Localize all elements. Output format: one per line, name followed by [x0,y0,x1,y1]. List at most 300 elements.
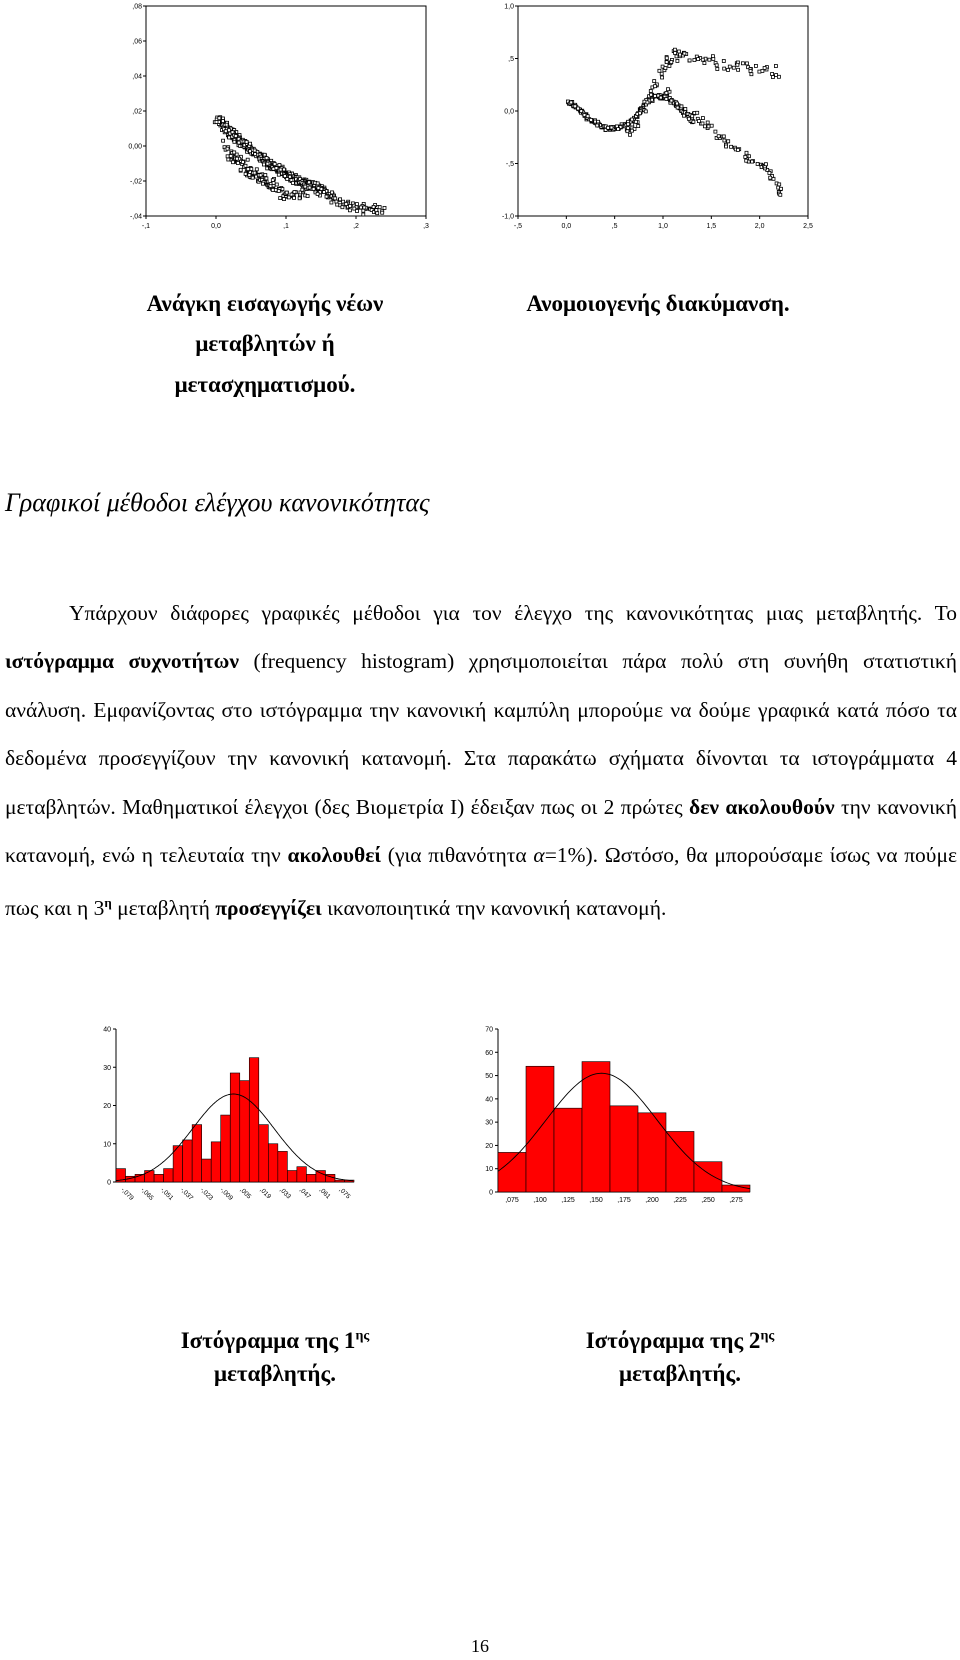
data-point [631,123,634,126]
data-point [706,121,709,124]
histogram-bar [154,1174,164,1182]
data-point [745,159,748,162]
data-point [638,112,641,115]
y-tick-label: -1,0 [501,213,514,221]
data-point [722,135,725,138]
para-bold: προσεγγίζει [215,896,322,921]
histogram-bar [526,1066,554,1192]
data-point [758,70,761,73]
data-point [308,186,311,189]
data-point [255,168,258,171]
data-point [667,88,670,91]
data-point [650,93,653,96]
data-point [349,205,352,208]
data-point [749,70,752,73]
plot-frame [146,6,426,216]
data-point [673,48,676,51]
data-point [250,168,253,171]
y-tick-label: 10 [103,1141,111,1149]
data-point [634,120,637,123]
data-point [646,101,649,104]
histogram-bar [297,1167,307,1182]
data-point [226,147,229,150]
data-point [253,149,256,152]
y-tick-label: 1,0 [504,3,514,11]
data-point [727,140,730,143]
y-tick-label: 10 [485,1166,493,1174]
x-tick-label: ,125 [561,1197,575,1204]
data-point [675,55,678,58]
plot-frame [518,6,808,216]
data-point [745,151,748,154]
data-point [696,111,699,114]
data-point [664,67,667,70]
data-point [265,177,268,180]
data-point [728,65,731,68]
data-point [630,129,633,132]
data-point [363,206,366,209]
x-tick-label: ,061 [317,1186,332,1201]
data-point [339,198,342,201]
data-point [730,145,733,148]
x-tick-label: ,225 [673,1197,687,1204]
data-point [637,125,640,128]
data-point [283,198,286,201]
data-point [665,57,668,60]
histogram-bar [638,1113,666,1192]
x-tick-label: ,175 [617,1197,631,1204]
data-point [626,127,629,130]
data-point [768,171,771,174]
para-bold: ακολουθεί [287,843,382,868]
data-point [626,130,629,133]
histogram-bar [287,1171,297,1182]
data-point [732,66,735,69]
data-point [774,65,777,68]
data-point [335,200,338,203]
data-point [283,168,286,171]
x-tick-label: ,150 [589,1197,603,1204]
data-point [227,158,230,161]
data-point [687,117,690,120]
para-text: ικανοποιητικά την κανονική κατανομή. [321,896,667,921]
data-point [697,120,700,123]
data-point [236,162,239,165]
data-point [249,150,252,153]
y-tick-label: 30 [103,1064,111,1072]
histogram-bar [268,1144,278,1182]
data-point [716,68,719,71]
data-point [697,58,700,61]
data-point [680,105,683,108]
data-point [761,69,764,72]
data-point [751,160,754,163]
data-point [665,92,668,95]
data-point [231,131,234,134]
data-point [676,102,679,105]
y-tick-label: 20 [103,1103,111,1110]
data-point [345,203,348,206]
data-point [312,188,315,191]
data-point [278,164,281,167]
histogram1-caption-sup: ης [355,1328,370,1344]
data-point [701,117,704,120]
data-point [226,155,229,158]
data-point [610,126,613,129]
data-point [750,73,753,76]
data-point [362,209,365,212]
data-point [273,163,276,166]
data-point [764,163,767,166]
data-point [745,62,748,65]
histogram-bar [164,1169,174,1182]
x-tick-label: -,5 [513,223,523,230]
data-point [627,123,630,126]
data-point [676,59,679,62]
x-tick-label: 2,0 [754,223,765,230]
y-tick-label: 0 [107,1179,111,1187]
para-text: (frequency histogram) χρησιμοποιείται πάρα πολύ στη συνήθη στατιστική ανάλυση. Εμφανίζοντας στο ιστόγραμμα την κανονική καμπύλη μπορούμε να δούμε γραφικά κατά πόσο τα δεδομένα προσεγγίζουν την κανονική κατανομή. Στα παρακάτω σχήματα δίνονται τα ιστογράμματα 4 μεταβλητών. Μαθηματικοί έλεγχοι (δες Βιομετρία Ι) έδειξαν πως οι 2 πρώτες [5,649,958,819]
data-point [355,203,358,206]
data-point [684,108,687,111]
x-tick-label: ,1 [283,223,289,230]
histogram2-caption-line2: μεταβλητής. [619,1361,741,1387]
data-point [779,193,782,196]
para-bold: δεν ακολουθούν [689,794,835,819]
data-point [737,68,740,71]
histogram-bar [211,1142,221,1182]
histogram-bar [202,1159,212,1182]
x-tick-label: ,075 [337,1186,352,1201]
data-point [286,178,289,181]
data-point [285,191,288,194]
data-point [654,85,657,88]
x-tick-label: ,100 [533,1197,547,1204]
x-tick-label: ,075 [505,1197,519,1204]
data-point [323,191,326,194]
data-point [244,164,247,167]
histogram-bar [335,1180,345,1182]
data-point [577,107,580,110]
data-point [676,106,679,109]
data-point [670,61,673,64]
scatter1-caption-line: μετασχηματισμού. [174,371,356,397]
data-point [222,139,225,142]
data-point [654,95,657,98]
x-tick-label: -,009 [218,1186,234,1202]
data-point [744,155,747,158]
data-point [277,189,280,192]
data-point [241,161,244,164]
data-point [221,120,224,123]
data-point [225,123,228,126]
y-tick-label: 20 [485,1142,493,1150]
data-point [336,203,339,206]
data-point [383,206,386,209]
histogram-bar [306,1174,316,1182]
y-tick-label: -,04 [129,213,142,221]
data-point [617,128,620,131]
data-point [691,115,694,118]
data-point [316,192,319,195]
y-tick-label: 0 [489,1189,493,1197]
histogram-bar [183,1140,193,1182]
y-tick-label: 40 [485,1096,493,1104]
data-point [362,213,365,216]
data-point [692,120,695,123]
data-point [649,90,652,93]
data-point [717,135,720,138]
data-point [736,63,739,66]
data-point [229,155,232,158]
x-tick-label: -,037 [178,1186,195,1202]
data-point [607,126,610,129]
y-tick-label: 40 [103,1026,111,1034]
data-point [271,188,274,191]
data-point [771,73,774,76]
y-tick-label: ,08 [132,3,142,11]
data-point [665,61,668,64]
histogram-bar [259,1125,269,1182]
scatter-plot-1 [120,0,440,240]
histogram-bar [249,1058,259,1182]
data-point [714,130,717,133]
data-point [293,191,296,194]
data-point [631,118,634,121]
x-tick-label: ,2 [353,223,359,230]
y-tick-label: ,02 [132,108,142,116]
data-point [707,125,710,128]
para-text: μεταβλητή [111,896,216,921]
body-paragraph [5,589,957,933]
data-point [736,148,739,151]
x-tick-label: -,023 [198,1186,215,1202]
data-point [359,206,362,209]
data-point [372,205,375,208]
data-point [644,110,647,113]
histogram-bar [316,1171,326,1182]
y-tick-label: 0,00 [128,143,142,151]
data-point [279,168,282,171]
data-point [683,52,686,55]
data-point [233,151,236,154]
x-tick-label: -,051 [159,1186,175,1202]
data-point [293,196,296,199]
data-point [727,68,730,71]
data-point [261,182,264,185]
histogram-bar [554,1108,582,1192]
data-point [291,181,294,184]
data-point [712,57,715,60]
data-point [769,176,772,179]
data-point [228,136,231,139]
data-point [251,176,254,179]
para-italic: α [533,843,545,868]
data-point [228,129,231,132]
data-point [316,182,319,185]
histogram2-caption [545,1324,815,1391]
data-point [317,187,320,190]
data-point [330,201,333,204]
x-tick-label: ,200 [645,1197,659,1204]
x-tick-label: -,079 [119,1186,135,1202]
data-point [375,209,378,212]
data-point [348,209,351,212]
data-point [283,175,286,178]
scatter1-caption [110,284,420,405]
histogram-bar [192,1125,202,1182]
data-point [629,133,632,136]
data-point [741,62,744,65]
x-tick-label: -,065 [139,1186,155,1202]
data-point [661,76,664,79]
x-tick-label: ,5 [611,223,618,230]
data-point [670,99,673,102]
data-point [376,212,379,215]
y-tick-label: ,5 [508,56,514,63]
data-point [715,64,718,67]
histogram1-caption-text: Ιστόγραμμα της 1 [180,1328,356,1353]
data-point [249,142,252,145]
data-point [247,168,250,171]
y-tick-label: 60 [485,1049,493,1057]
x-tick-label: ,275 [729,1197,743,1204]
scatter1-caption-line: Ανάγκη εισαγωγής νέων [146,291,384,316]
scatter-plot-2 [488,0,828,240]
data-point [701,58,704,61]
y-tick-label: -,02 [129,178,142,186]
data-point [703,125,706,128]
data-point [264,174,267,177]
data-point [215,121,218,124]
data-point [275,183,278,186]
data-point [265,157,268,160]
para-text: (για πιθανότητα [381,843,534,868]
data-point [224,130,227,133]
data-point [239,168,242,171]
histogram-bar [278,1151,288,1182]
x-tick-label: ,033 [278,1186,292,1201]
data-point [590,118,593,121]
data-point [298,197,301,200]
data-point [771,76,774,79]
y-tick-label: -,5 [505,161,514,168]
scatter1-caption-line: μεταβλητών ή [195,331,335,357]
data-point [658,69,661,72]
data-point [723,139,726,142]
histogram-bar [610,1106,638,1192]
histogram-bar [582,1062,610,1192]
data-point [356,210,359,213]
data-point [723,67,726,70]
data-point [708,58,711,61]
para-text: Υπάρχουν διάφορες γραφικές μέθοδοι για τον έλεγχο της κανονικότητας μιας μεταβλητής. Το [69,601,957,625]
x-tick-label: ,005 [238,1186,253,1201]
section-heading: Γραφικοί μέθοδοι ελέγχου κανονικότητας [5,488,430,517]
y-tick-label: 70 [485,1026,493,1034]
data-point [262,163,265,166]
x-tick-label: -,1 [141,223,151,230]
x-tick-label: 0,0 [561,223,572,230]
data-point [325,195,328,198]
data-point [266,162,269,165]
y-tick-label: 0,0 [504,108,514,116]
y-tick-label: 30 [485,1119,493,1127]
data-point [277,173,280,176]
data-point [596,124,599,127]
histogram-bar [666,1131,694,1192]
histogram1-caption-line2: μεταβλητής. [214,1361,336,1387]
x-tick-label: ,019 [258,1186,273,1201]
x-tick-label: 2,5 [803,223,813,230]
x-tick-label: 0,0 [211,223,221,230]
x-tick-label: ,250 [701,1197,715,1204]
data-point [780,187,783,190]
data-point [754,64,757,67]
data-point [586,115,589,118]
data-point [725,145,728,148]
data-point [331,191,334,194]
data-point [381,211,384,214]
data-point [246,158,249,161]
data-point [341,206,344,209]
page-number: 16 [471,1636,489,1656]
scatter2-caption: Ανομοιογενής διακύμανση. [526,291,790,316]
x-tick-label: ,047 [297,1186,312,1201]
data-point [248,173,251,176]
data-point [234,135,237,138]
data-point [308,181,311,184]
para-sup: η [104,895,112,911]
data-point [378,206,381,209]
data-point [674,52,677,55]
histogram-bar [145,1171,155,1182]
data-point [659,96,662,99]
data-point [710,124,713,127]
data-point [570,101,573,104]
data-point [653,80,656,83]
histogram1-caption [140,1324,410,1391]
data-point [237,141,240,144]
x-tick-label: 1,5 [706,223,717,230]
data-point [677,50,680,53]
y-tick-label: ,04 [132,73,142,81]
histogram-2 [480,1025,780,1210]
histogram-bar [230,1073,240,1182]
data-point [279,197,282,200]
histogram2-caption-sup: ης [760,1328,775,1344]
data-point [778,183,781,186]
y-tick-label: ,06 [132,38,142,46]
x-tick-label: 1,0 [658,223,668,230]
data-point [301,188,304,191]
x-tick-label: ,3 [423,223,429,230]
para-text: =1%). Ωστόσο, θα μπορούσαμε ίσως να πούμε πως και η 3 [5,843,957,921]
data-point [259,174,262,177]
data-point [306,195,309,198]
data-point [253,171,256,174]
data-point [245,140,248,143]
histogram-1 [92,1025,382,1210]
data-point [272,167,275,170]
para-text: την κανονική κατανομή, ενώ η τελευταία την [5,794,957,868]
data-point [756,162,759,165]
data-point [722,60,725,63]
data-point [334,197,337,200]
data-point [272,182,275,185]
data-point [683,114,686,117]
data-point [236,157,239,160]
